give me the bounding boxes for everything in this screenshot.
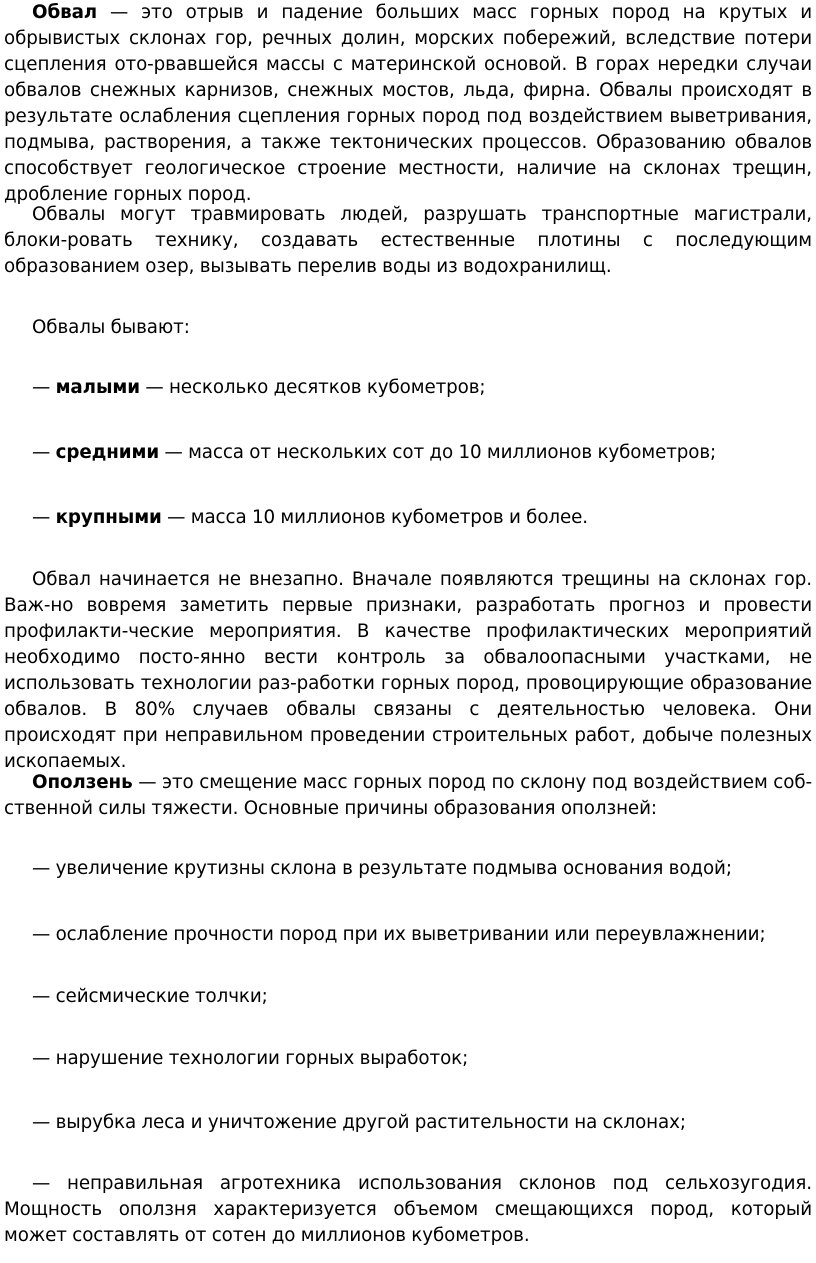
list-item: — ослабление прочности пород при их выветривании или переувлажнении; <box>32 924 766 945</box>
list-item: — нарушение технологии горных выработок; <box>32 1048 469 1069</box>
paragraph-opolzen-definition <box>4 770 812 822</box>
paragraph-obval-prevention: Обвал начинается не внезапно. Вначале появляются трещины на склонах гор. Важ-но вовремя заметить первые признаки, разработать прогноз и провести профилакти-ческие мероприятия. В качестве профилактических мероприятий необходимо посто-янно вести контроль за обвалоопасными участками, не использовать технологии раз-работки горных пород, провоцирующие образование обвалов. В 80% случаев обвалы связаны с деятельностью человека. Они происходят при неправильном проведении строительных работ, добыче полезных ископаемых. <box>4 569 812 772</box>
term-large: крупными <box>55 507 162 528</box>
opolzen-definition-text: — это смещение масс горных пород по склону под воздействием соб-ственной силы тяжести. Основные причины образования оползней: <box>4 772 812 819</box>
term-medium: средними <box>55 442 160 463</box>
list-item-text: — масса от нескольких сот до 10 миллионов кубометров; <box>159 442 717 463</box>
term-opolzen: Оползень <box>32 772 133 793</box>
paragraph-obval-consequences: Обвалы могут травмировать людей, разрушать транспортные магистрали, блоки-ровать технику, создавать естественные плотины с последующим образованием озер, вызывать перелив воды из водохранилищ. <box>4 204 812 277</box>
list-item-large <box>4 505 812 531</box>
list-dash: — <box>32 377 56 398</box>
list-item: — вырубка леса и уничтожение другой растительности на склонах; <box>32 1112 686 1133</box>
list-item-text: — масса 10 миллионов кубометров и более. <box>161 507 588 528</box>
paragraph-obval-definition <box>4 0 812 208</box>
list-item: — увеличение крутизны склона в результате подмыва основания водой; <box>32 858 732 879</box>
list-item-medium <box>4 440 812 466</box>
list-item: — сейсмические толчки; <box>32 986 268 1007</box>
term-obval: Обвал <box>32 2 98 23</box>
obval-definition-text: — это отрыв и падение больших масс горных пород на крутых и обрывистых склонах гор, речных долин, морских побережий, вследствие потери сцепления ото-рвавшейся массы с материнской основой. В горах нередки случаи обвалов снежных карнизов, снежных мостов, льда, фирна. Обвалы происходят в результате ослабления сцепления горных пород под воздействием выветривания, подмыва, растворения, а также тектонических процессов. Образованию обвалов способствует геологическое строение местности, наличие на склонах трещин, дробление горных пород. <box>4 2 812 205</box>
list-item: — неправильная агротехника использования склонов под сельхозугодия. Мощность оползня характеризуется объемом смещающихся пород, который может составлять от сотен до миллионов кубометров. <box>4 1173 812 1246</box>
list-dash: — <box>32 442 56 463</box>
term-small: малыми <box>55 377 140 398</box>
list-item-small <box>4 375 812 401</box>
list-item-text: — несколько десятков кубометров; <box>139 377 486 398</box>
paragraph-obval-types-intro: Обвалы бывают: <box>32 317 190 338</box>
list-dash: — <box>32 507 56 528</box>
